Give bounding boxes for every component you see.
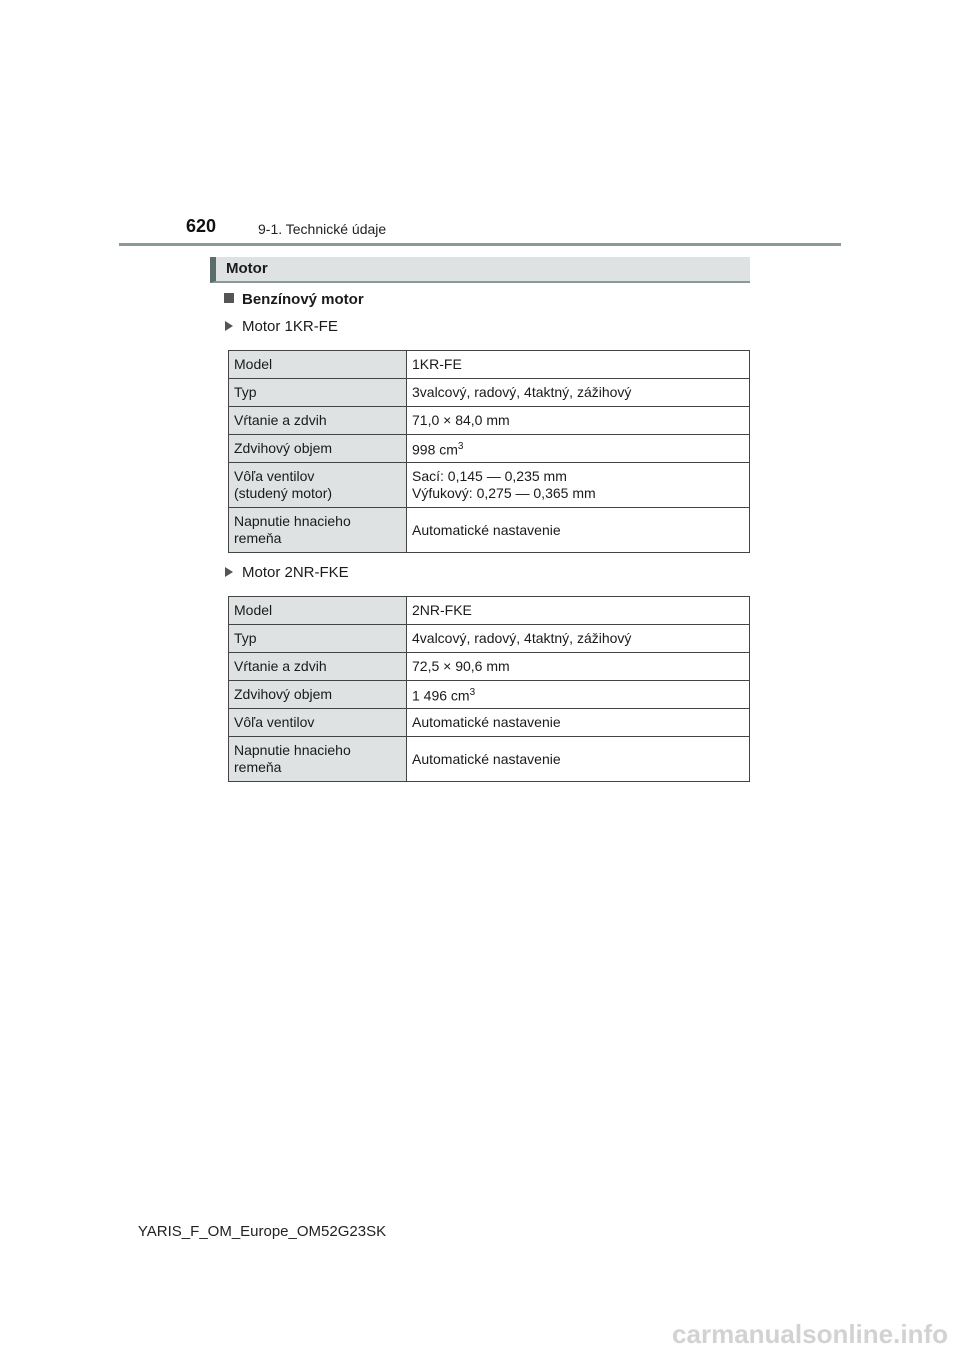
spec-row — [229, 653, 750, 681]
spec-value — [407, 625, 750, 653]
spec-row — [229, 597, 750, 625]
spec-label: Typ — [229, 379, 407, 407]
spec-value — [407, 463, 750, 508]
spec-value — [407, 435, 750, 463]
spec-table-1kr-fe — [228, 350, 750, 553]
spec-row — [229, 681, 750, 709]
spec-value-text: 4valcový, radový, 4taktný, zážihový — [412, 630, 632, 646]
spec-row — [229, 407, 750, 435]
spec-label: Model — [229, 597, 407, 625]
spec-row — [229, 463, 750, 508]
spec-row — [229, 625, 750, 653]
spec-row — [229, 709, 750, 737]
spec-value-text: 2NR-FKE — [412, 602, 472, 618]
engine-label-text: Motor 1KR-FE — [242, 318, 338, 335]
spec-label: Zdvihový objem — [229, 681, 407, 709]
spec-table-2nr-fke — [228, 596, 750, 782]
spec-label: Vôľa ventilov (studený motor) — [229, 463, 407, 508]
spec-value-text: Automatické nastavenie — [412, 750, 561, 767]
spec-row — [229, 435, 750, 463]
spec-row — [229, 379, 750, 407]
unit-superscript: 3 — [469, 687, 476, 699]
spec-value-text: Automatické nastavenie — [412, 521, 561, 538]
spec-label: Vŕtanie a zdvih — [229, 407, 407, 435]
spec-value-text: 71,0 × 84,0 mm — [412, 412, 510, 428]
triangle-bullet-icon — [225, 321, 233, 331]
spec-value-text: 1 496 cm — [412, 687, 470, 704]
engine-label-1kr-fe — [225, 318, 338, 335]
spec-label: Napnutie hnacieho remeňa — [229, 508, 407, 553]
spec-value — [407, 407, 750, 435]
spec-value-text: Automatické nastavenie — [412, 714, 561, 730]
spec-value — [407, 709, 750, 737]
spec-value — [407, 597, 750, 625]
spec-label: Model — [229, 351, 407, 379]
spec-label: Vŕtanie a zdvih — [229, 653, 407, 681]
spec-value-text: 72,5 × 90,6 mm — [412, 658, 510, 674]
page-number: 620 — [186, 216, 217, 236]
header-rule — [119, 243, 841, 246]
unit-superscript: 3 — [457, 441, 464, 453]
engine-label-2nr-fke — [225, 564, 349, 581]
square-bullet-icon — [224, 293, 234, 303]
spec-value — [407, 681, 750, 709]
spec-value-text: 1KR-FE — [412, 356, 462, 372]
spec-label: Napnutie hnacieho remeňa — [229, 737, 407, 782]
spec-row — [229, 737, 750, 782]
spec-value — [407, 351, 750, 379]
section-title-bar — [210, 257, 750, 283]
spec-value-text: Sací: 0,145 — 0,235 mm Výfukový: 0,275 — 0,365 mm — [412, 468, 596, 501]
spec-row — [229, 351, 750, 379]
watermark: carmanualsonline.info — [672, 1319, 948, 1349]
spec-value-text: 998 cm — [412, 441, 458, 458]
spec-value — [407, 737, 750, 782]
spec-row — [229, 508, 750, 553]
spec-value — [407, 508, 750, 553]
footer-doc-id: YARIS_F_OM_Europe_OM52G23SK — [137, 1223, 387, 1240]
section-header: 9-1. Technické údaje — [258, 221, 387, 237]
spec-label: Typ — [229, 625, 407, 653]
subheading-text: Benzínový motor — [242, 291, 364, 308]
engine-label-text: Motor 2NR-FKE — [242, 564, 349, 581]
spec-value — [407, 653, 750, 681]
spec-value-text: 3valcový, radový, 4taktný, zážihový — [412, 384, 632, 400]
subheading-petrol-engine — [224, 291, 364, 308]
spec-value — [407, 379, 750, 407]
section-title: Motor — [226, 260, 268, 277]
triangle-bullet-icon — [225, 567, 233, 577]
spec-label: Vôľa ventilov — [229, 709, 407, 737]
spec-label: Zdvihový objem — [229, 435, 407, 463]
